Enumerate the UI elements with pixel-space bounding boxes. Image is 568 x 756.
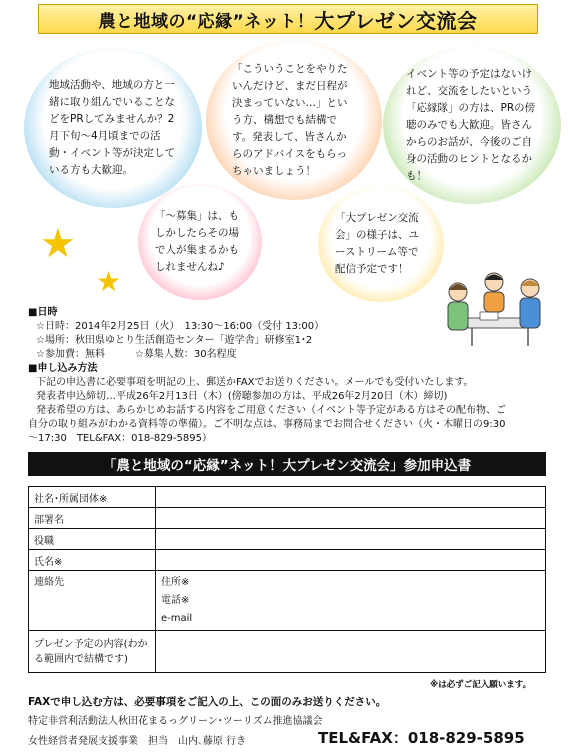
phone-label: 電話※ [161,595,190,606]
apply-line-5: 〜17:30 TEL&FAX：018-829-5895） [28,433,212,444]
date-line: ☆日時：2014年2月25日（火） 13:30〜16:00（受付 13:00） [36,321,325,332]
bubble-listen-text: イベント等の予定はないけれど、交流をしたいという「応縁隊」の方は、PRの傍聴のみでも大歓迎。皆さんからのお話が、今後のご自身の活動のヒントとなるかも！ [406,67,536,182]
required-note: ※は必ずご記入願います。 [430,680,532,690]
apply-line-2: 発表者申込締切…平成26年2月13日（木）(傍聴参加の方は、平成26年2月20日（木）締切) [36,391,448,402]
title-part-2: 大プレゼン交流会 [314,8,478,33]
bubble-idea [206,40,382,200]
dept-field[interactable] [156,508,546,529]
apply-line-4: 自分の取り組みがわかる資料等の準備）。ご不明な点は、事務局までお問合せください（火・木曜日の9:30 [28,419,506,430]
star-icon: ★ [40,221,76,267]
form-header: 「農と地域の“応縁”ネット！大プレゼン交流会」参加申込書 [28,452,546,476]
name-label: 氏名※ [29,550,156,571]
presentation-label: プレゼン予定の内容(わかる範囲内で結構です) [29,631,156,673]
email-label: e-mail [161,613,193,624]
bubble-pr-text: 地域活動や、地域の方と一緒に取り組んでいることなどをPRしてみませんか？2月下旬〜4月頃までの活動・イベント等が決定している方も大歓迎。 [49,79,175,176]
bubble-pr [24,48,202,208]
application-form [28,486,546,673]
title-part-1: 農と地域の“応縁”ネット！ [98,11,315,32]
people-discussion-illustration [432,262,552,354]
tel-fax: TEL&FAX：018-829-5895 [318,729,525,747]
bubble-recruit-text: 「〜募集」は、もしかしたらその場で人が集まるかもしれませんね♪ [155,210,239,273]
org-name: 特定非営利活動法人秋田花まるっグリーン･ツーリズム推進協議会 [28,716,323,727]
org-field[interactable] [156,487,546,508]
org-label: 社名･所属団体※ [29,487,156,508]
star-icon-small: ★ [96,265,122,298]
contact-label: 連絡先 [29,571,156,631]
fee-line: ☆参加費：無料 ☆募集人数：30名程度 [36,349,237,360]
fax-note: FAXで申し込む方は、必要事項をご記入の上、この面のみお送りください。 [28,696,387,708]
bubble-recruit [138,184,262,300]
apply-line-1: 下記の申込書に必要事項を明記の上、郵送かFAXでお送りください。メールでも受付いたします。 [36,377,474,388]
page-title [38,4,538,34]
bubble-idea-text: 「こういうことをやりたいんだけど、まだ日程が決まっていない…」という方、構想でも結構です。発表して、皆さんからのアドバイスをもらっちゃいましょう！ [232,62,348,177]
venue-line: ☆場所：秋田県ゆとり生活創造センター「遊学舎」研修室1･2 [36,335,313,346]
position-label: 役職 [29,529,156,550]
contact-field[interactable] [156,571,546,631]
bubble-listen [383,46,561,204]
apply-line-3: 発表希望の方は、あらかじめお話する内容をご用意ください（イベント等予定がある方はその配布物、ご [36,405,506,416]
address-label: 住所※ [161,577,190,588]
apply-heading: ■申し込み方法 [28,363,98,374]
presentation-field[interactable] [156,631,546,673]
schedule-heading: ■日時 [28,307,58,318]
position-field[interactable] [156,529,546,550]
dept-label: 部署名 [29,508,156,529]
bubble-stream [318,186,444,302]
name-field[interactable] [156,550,546,571]
project-contact: 女性経営者発展支援事業 担当 山内､藤原 行き [28,736,247,747]
bubble-stream-text: 「大プレゼン交流会」の様子は、ユーストリーム等で配信予定です！ [335,212,419,275]
